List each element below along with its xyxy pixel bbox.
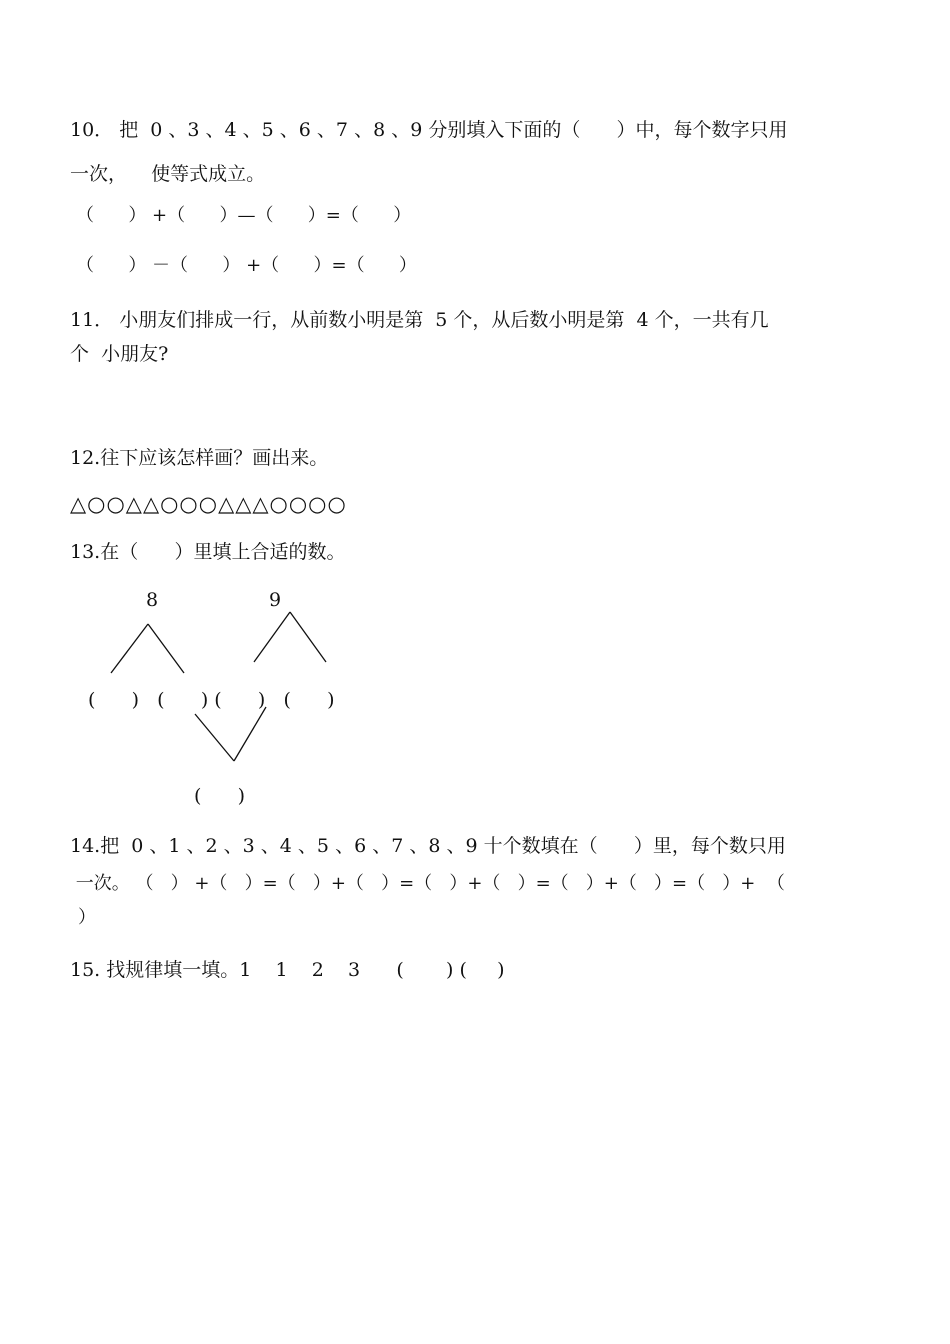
q13-bottom-bracket: ( ) bbox=[194, 785, 246, 807]
q10-line2: 一次， 使等式成立。 bbox=[70, 163, 266, 185]
q11-line2: 个 小朋友? bbox=[70, 343, 169, 365]
q12-shape-sequence: △○○△△○○○△△△○○○○ bbox=[70, 492, 347, 516]
q14-line2: 一次。 （ ） +（ ）=（ ）+（ ）=（ ）+（ ）=（ ）+（ ）=（ ）+ （ bbox=[70, 873, 785, 894]
q13-top-number-left: 8 bbox=[146, 589, 159, 611]
q10-equation-2: （ ） －（ ） +（ ）=（ ） bbox=[76, 255, 417, 276]
q10-equation-1: （ ） +（ ）—（ ）=（ ） bbox=[76, 205, 412, 226]
q13-top-number-right: 9 bbox=[269, 589, 282, 611]
q13-question: 13.在（ ）里填上合适的数。 bbox=[70, 541, 346, 563]
q13-bracket-row: ( ) ( ) ( ) ( ) bbox=[88, 689, 335, 711]
q11-line1: 11． 小朋友们排成一行，从前数小明是第 5 个，从后数小明是第 4 个，一共有几 bbox=[70, 309, 769, 331]
q14-line1: 14.把 0 、1 、2 、3 、4 、5 、6 、7 、8 、9 十个数填在（ ）里，每个数只用 bbox=[70, 835, 786, 857]
q14-line3: ） bbox=[78, 907, 96, 928]
q10-line1: 10． 把 0 、3 、4 、5 、6 、7 、8 、9 分别填入下面的（ ）中，每个数字只用 bbox=[70, 119, 788, 141]
q15-question: 15. 找规律填一填。1 1 2 3 ( ) ( ) bbox=[70, 959, 505, 981]
q12-question: 12.往下应该怎样画？画出来。 bbox=[70, 447, 329, 469]
